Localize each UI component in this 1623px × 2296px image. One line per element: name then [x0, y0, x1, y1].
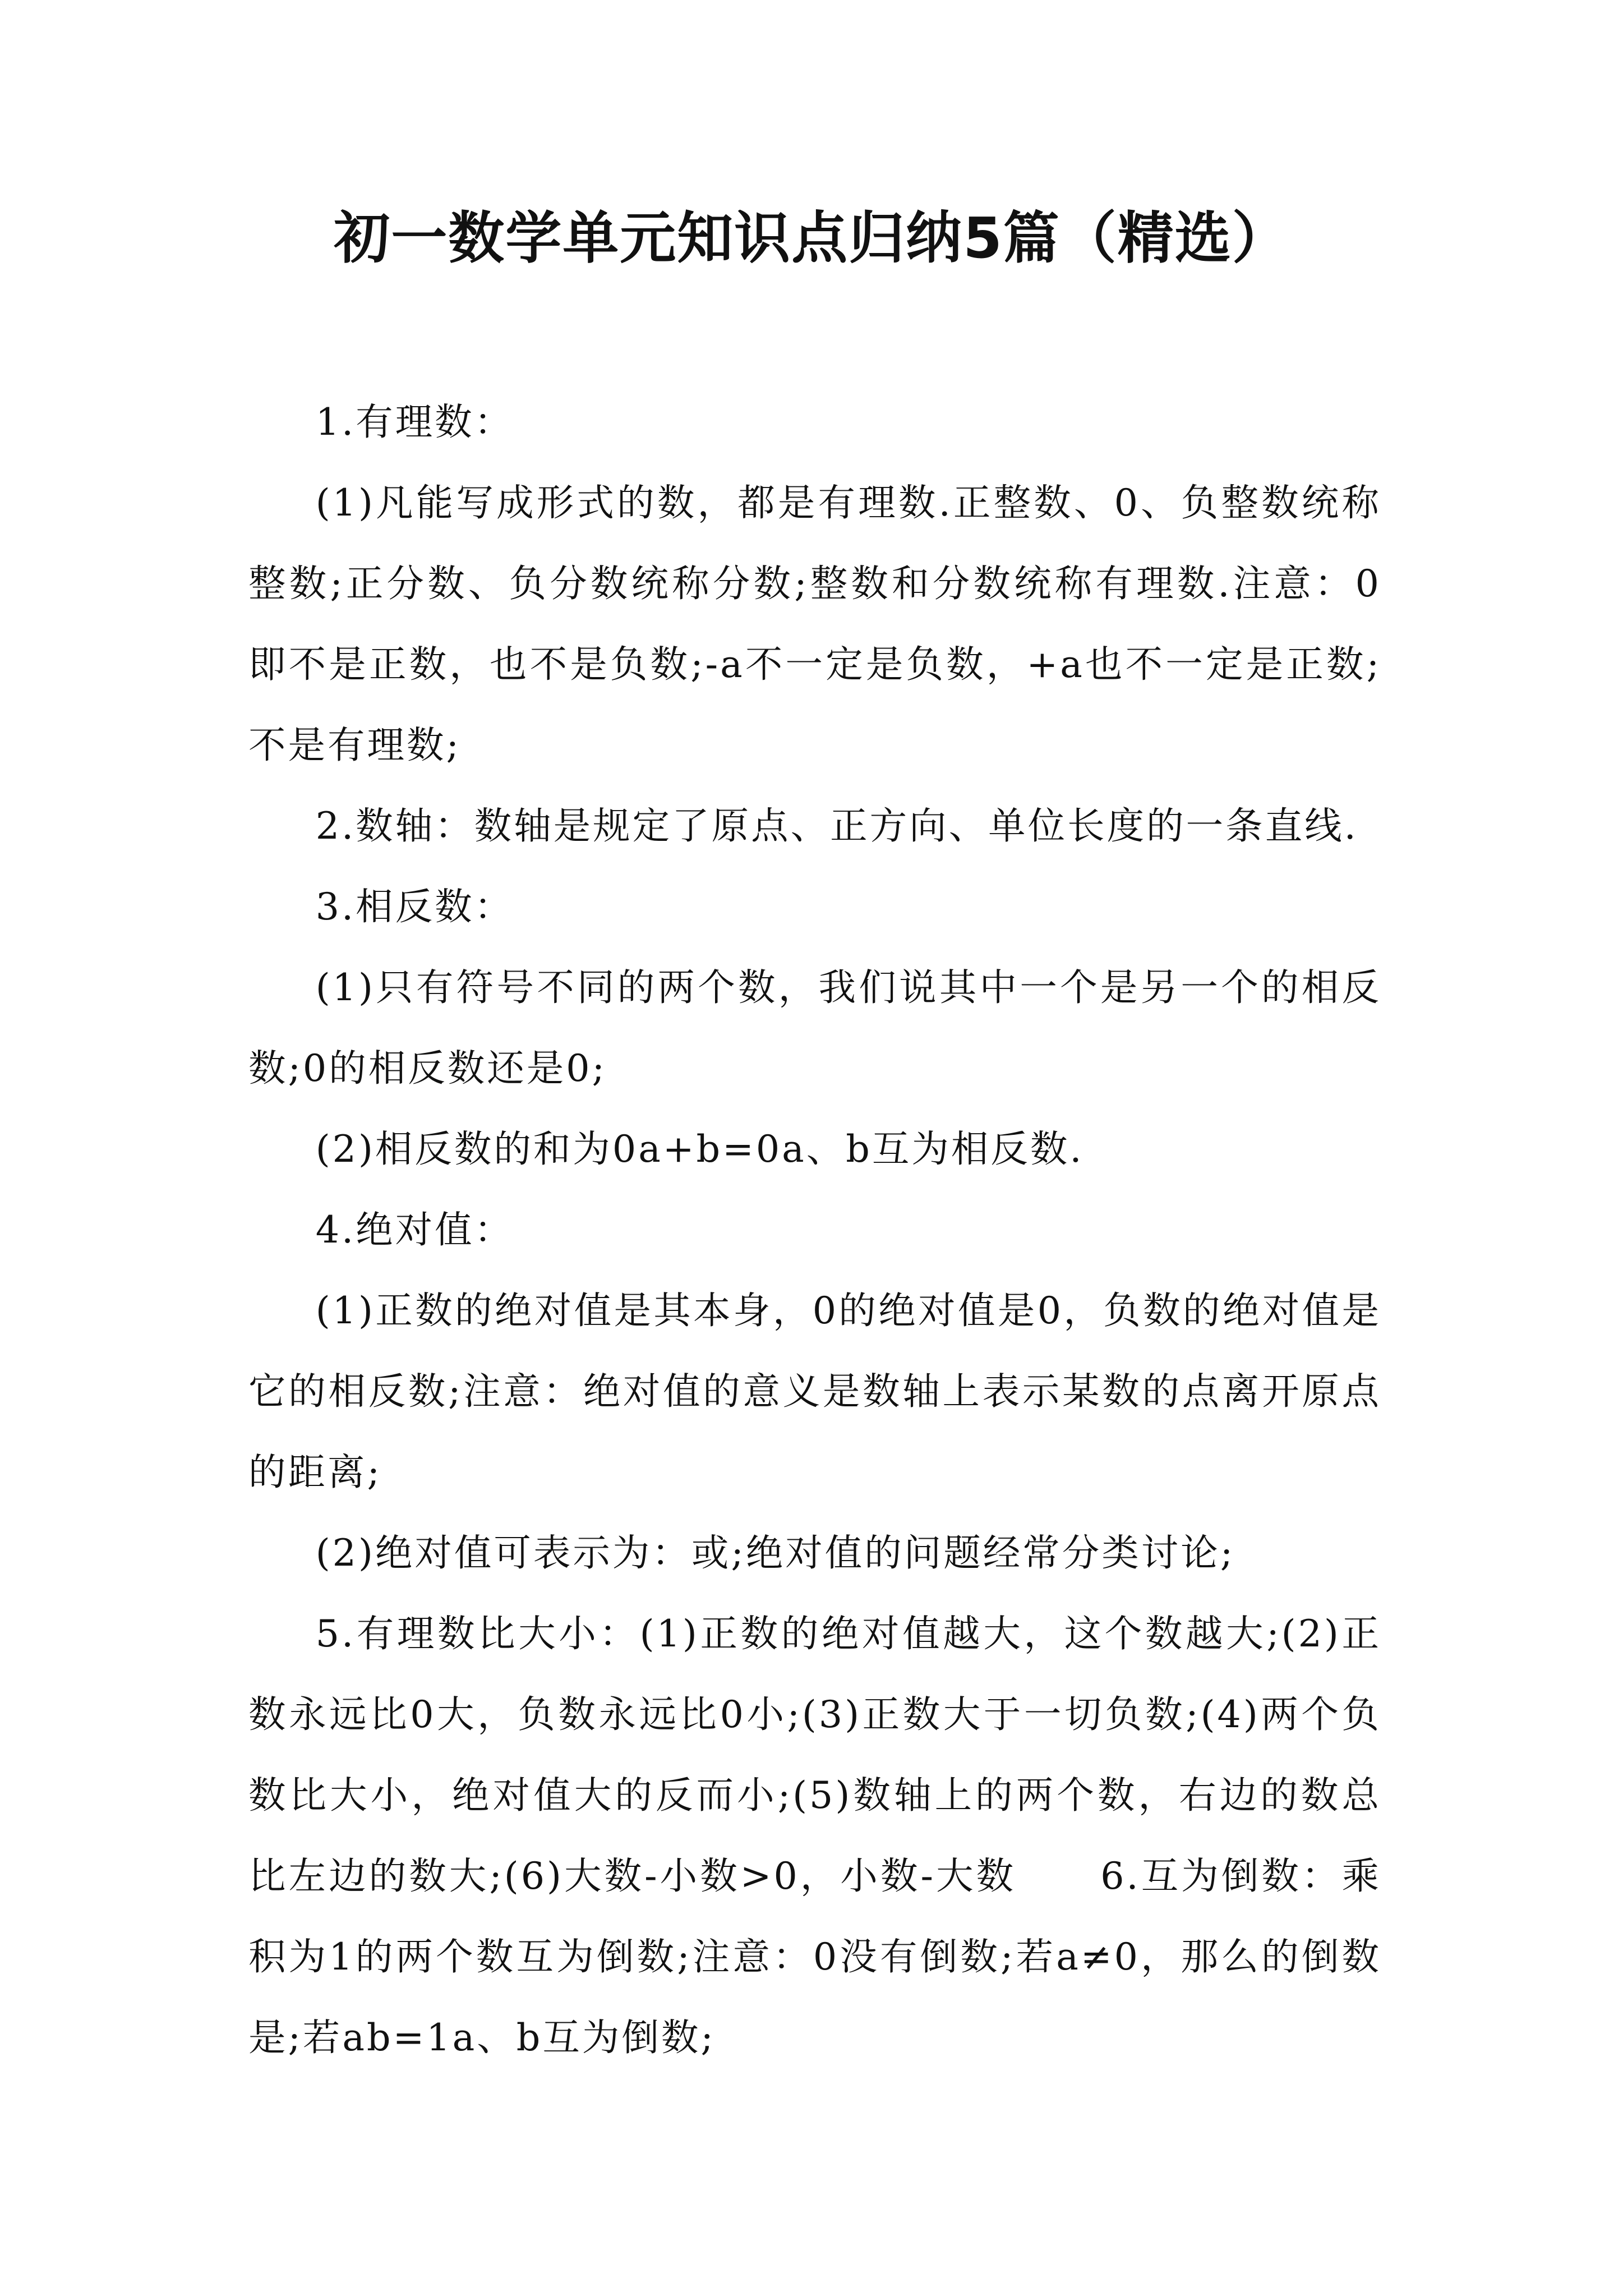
paragraph-reciprocals: 6.互为倒数：乘积为1的两个数互为倒数;注意：0没有倒数;若a≠0，那么的倒数是;若ab=1a、b互为倒数;: [248, 1854, 1381, 2059]
paragraph-comparing-and-reciprocals: [248, 1593, 1381, 2078]
paragraph-rational-numbers-heading: 1.有理数：: [315, 400, 514, 444]
paragraph-absolute-value-heading: 4.绝对值：: [315, 1208, 514, 1251]
document-title: 初一数学单元知识点归纳5篇（精选）: [334, 205, 1289, 271]
paragraph-rational-numbers-definition: (1)凡能写成形式的数，都是有理数.正整数、0、负整数统称整数;正分数、负分数统称分数;整数和分数统称有理数.注意：0即不是正数，也不是负数;-a不一定是负数，+a也不一定是正数;不是有理数;: [248, 481, 1381, 767]
paragraph-number-line: 2.数轴：数轴是规定了原点、正方向、单位长度的一条直线.: [315, 804, 1358, 848]
paragraph-opposite-numbers-heading: 3.相反数：: [315, 885, 514, 928]
paragraph-opposite-numbers-sum: (2)相反数的和为0a+b=0a、b互为相反数.: [315, 1127, 1084, 1171]
paragraph-absolute-value-definition: (1)正数的绝对值是其本身，0的绝对值是0，负数的绝对值是它的相反数;注意：绝对值的意义是数轴上表示某数的点离开原点的距离;: [248, 1289, 1381, 1494]
paragraph-opposite-numbers-definition: (1)只有符号不同的两个数，我们说其中一个是另一个的相反数;0的相反数还是0;: [248, 965, 1381, 1090]
document-body: [248, 381, 1381, 2078]
paragraph-absolute-value-expression: (2)绝对值可表示为：或;绝对值的问题经常分类讨论;: [315, 1531, 1235, 1575]
paragraph-comparing-rational-numbers: 5.有理数比大小：(1)正数的绝对值越大，这个数越大;(2)正数永远比0大，负数永远比0小;(3)正数大于一切负数;(4)两个负数比大小，绝对值大的反而小;(5)数轴上的两个数，右边的数总比左边的数大;(6)大数-小数>0，小数-大数: [248, 1612, 1381, 1898]
